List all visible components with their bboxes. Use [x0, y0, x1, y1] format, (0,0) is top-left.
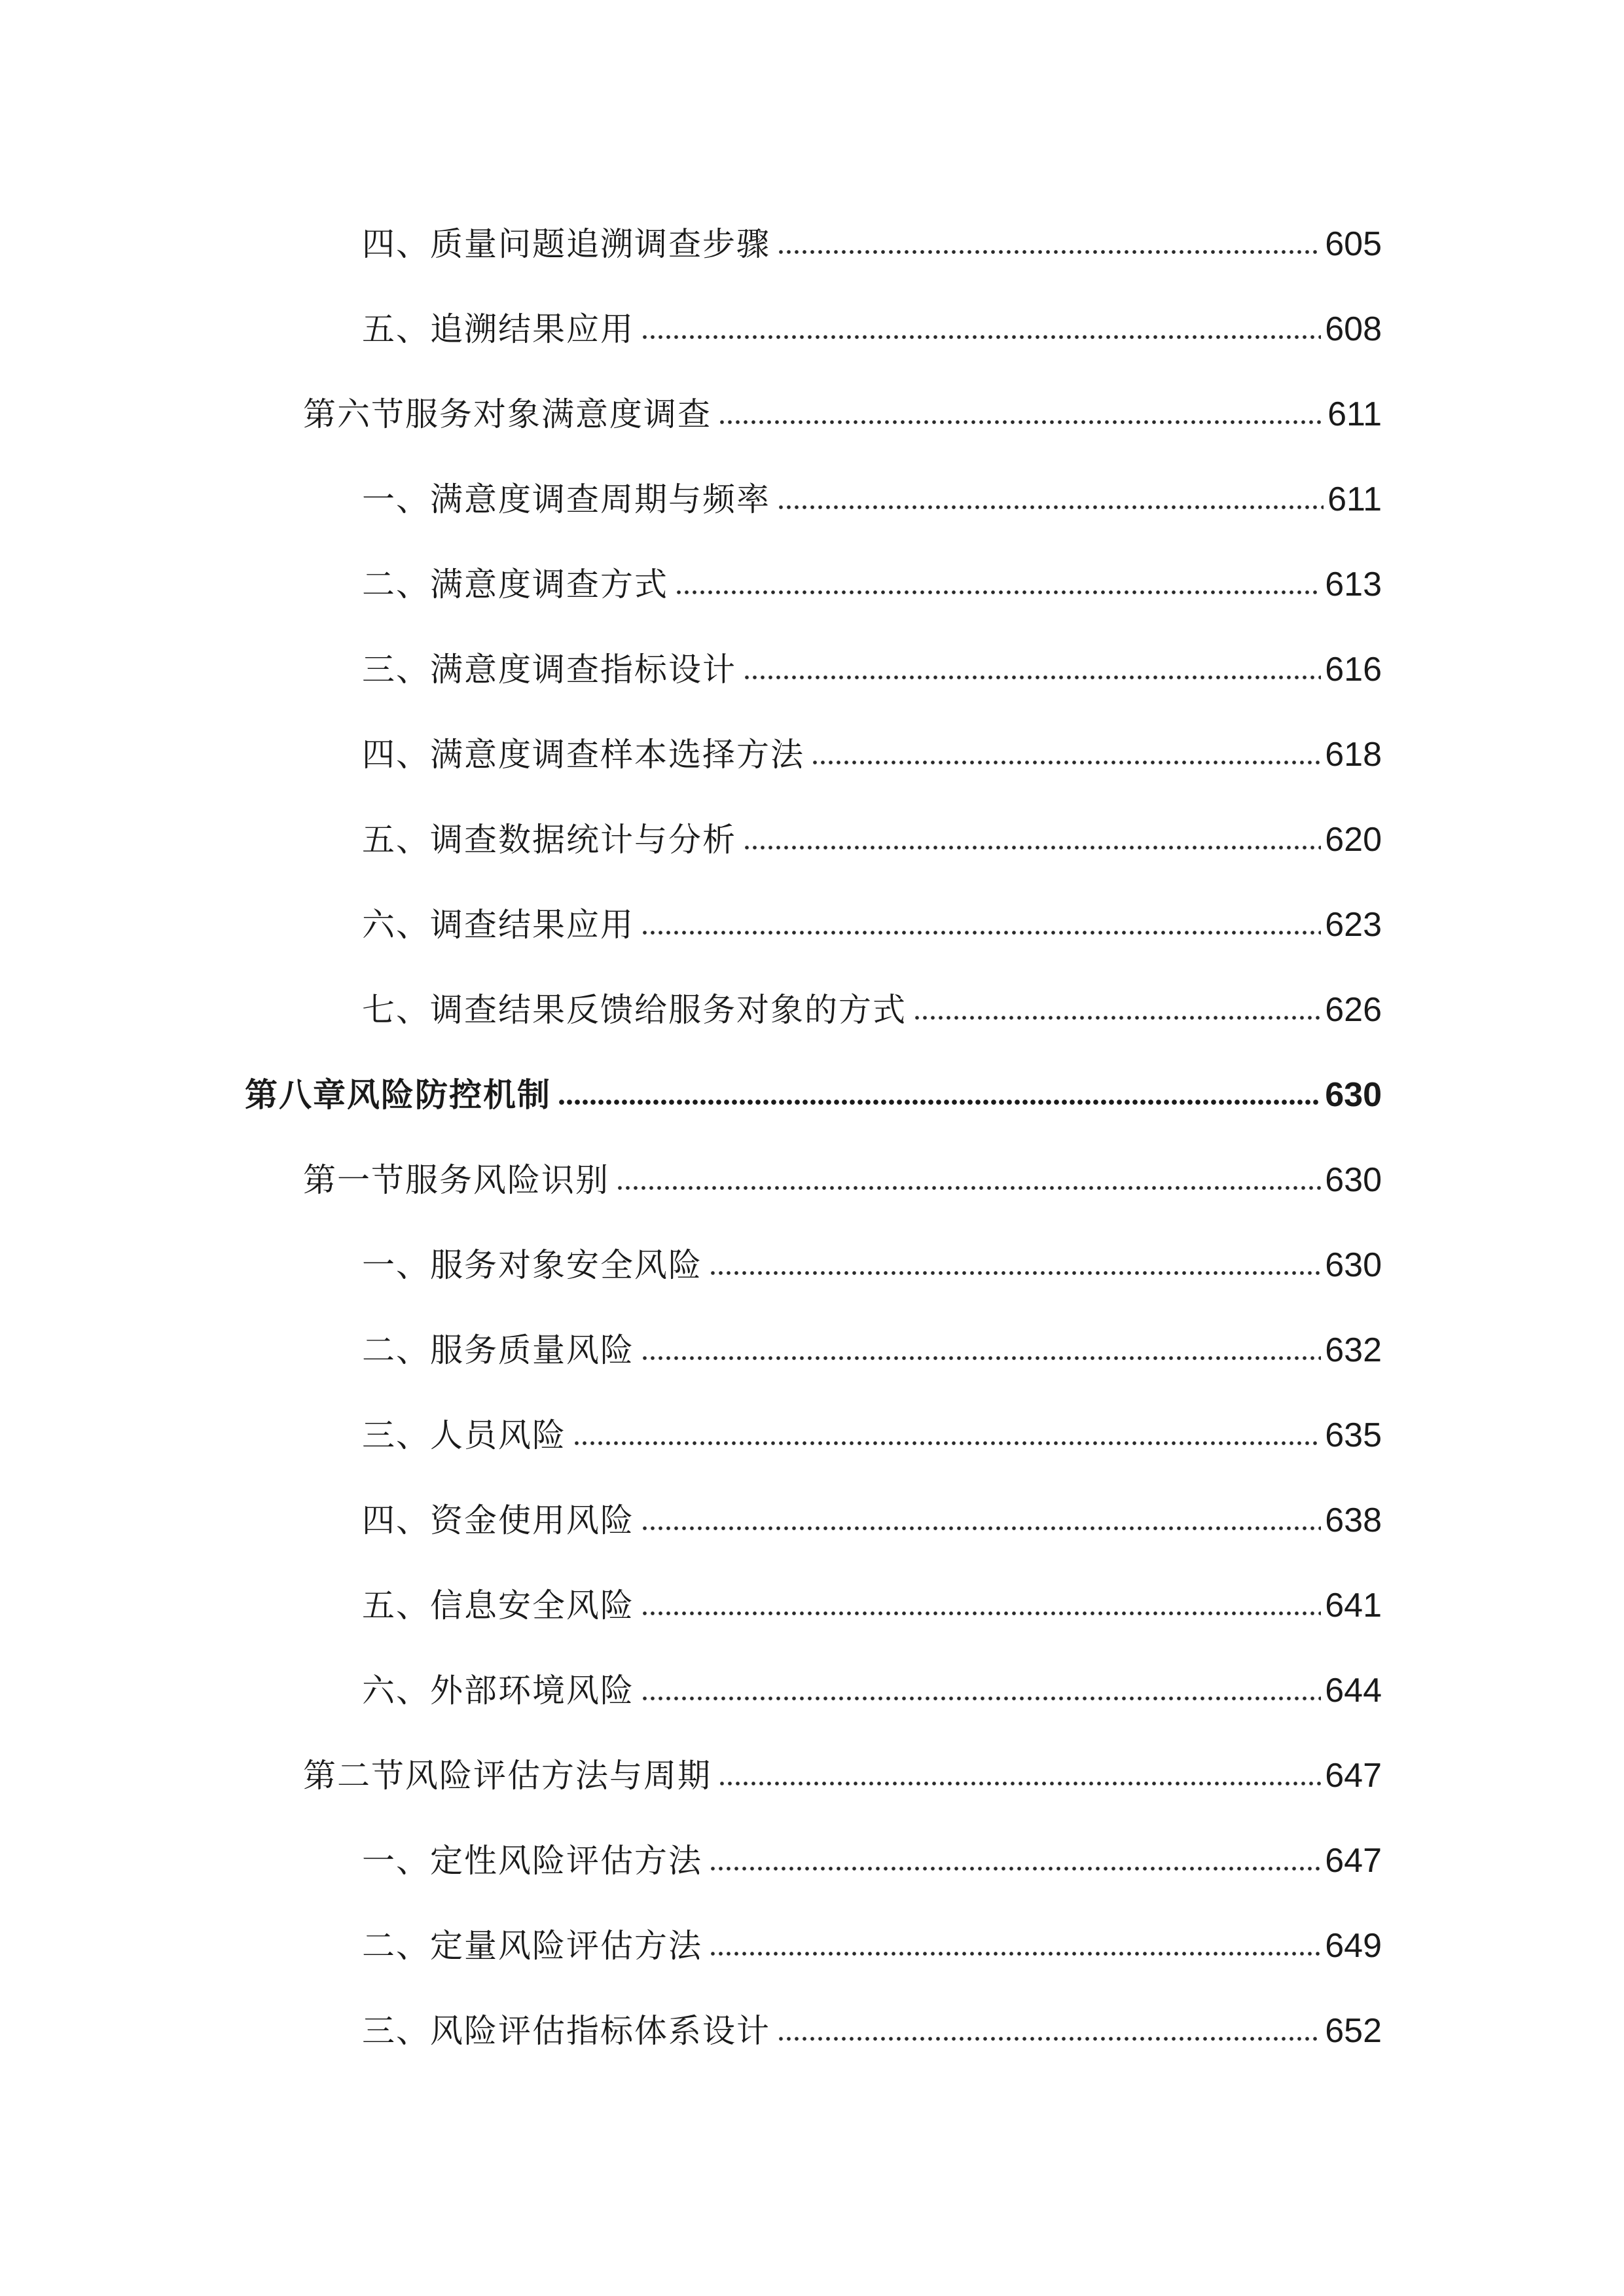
toc-entry[interactable]	[303, 1149, 1382, 1201]
toc-entry-title: 四、质量问题追溯调查步骤	[362, 225, 770, 263]
toc-entry-title: 七、调查结果反馈给服务对象的方式	[362, 991, 907, 1029]
toc-entry-page-number: 611	[1327, 480, 1382, 518]
dot-leader	[641, 1611, 1321, 1616]
toc-entry-page-number: 647	[1325, 1757, 1382, 1795]
toc-entry-page-number: 626	[1325, 991, 1382, 1029]
toc-entry[interactable]	[362, 1234, 1382, 1286]
dot-leader	[777, 2036, 1321, 2041]
toc-entry-title: 五、追溯结果应用	[362, 310, 634, 348]
toc-entry-page-number: 647	[1325, 1842, 1382, 1880]
toc-entry-title: 第二节风险评估方法与周期	[303, 1757, 712, 1795]
toc-entry[interactable]	[362, 1829, 1382, 1882]
toc-entry[interactable]	[362, 468, 1382, 520]
toc-entry-title: 五、调查数据统计与分析	[362, 821, 736, 859]
toc-entry[interactable]	[303, 1744, 1382, 1797]
dot-leader	[616, 1185, 1321, 1191]
toc-entry-page-number: 618	[1325, 736, 1382, 774]
toc-entry-page-number: 638	[1325, 1501, 1382, 1539]
dot-leader	[573, 1441, 1321, 1446]
toc-entry[interactable]	[362, 808, 1382, 861]
toc-entry-page-number: 608	[1325, 310, 1382, 348]
toc-entry[interactable]	[362, 723, 1382, 776]
toc-entry[interactable]	[362, 1319, 1382, 1371]
toc-entry-title: 四、满意度调查样本选择方法	[362, 736, 804, 774]
toc-chapter-entry[interactable]	[245, 1064, 1382, 1116]
dot-leader	[641, 334, 1321, 340]
dot-leader	[718, 1781, 1321, 1786]
toc-entry-page-number: 641	[1325, 1587, 1382, 1624]
toc-entry[interactable]	[362, 298, 1382, 350]
toc-entry-title: 一、定性风险评估方法	[362, 1842, 702, 1880]
toc-entry[interactable]	[362, 978, 1382, 1031]
dot-leader	[641, 1355, 1321, 1361]
toc-entry-page-number: 652	[1325, 2012, 1382, 2050]
dot-leader	[811, 760, 1321, 765]
toc-entry-page-number: 613	[1325, 565, 1382, 603]
dot-leader	[743, 845, 1321, 850]
toc-entry[interactable]	[362, 1404, 1382, 1456]
dot-leader	[718, 420, 1324, 425]
dot-leader	[743, 675, 1321, 680]
toc-entry-title: 第八章风险防控机制	[245, 1076, 551, 1114]
dot-leader	[641, 1526, 1321, 1531]
toc-entry-title: 一、满意度调查周期与频率	[362, 480, 770, 518]
toc-entry-page-number: 605	[1325, 225, 1382, 263]
toc-entry-title: 五、信息安全风险	[362, 1587, 634, 1624]
dot-leader	[709, 1951, 1321, 1956]
toc-entry-page-number: 635	[1325, 1416, 1382, 1454]
toc-entry-title: 六、外部环境风险	[362, 1672, 634, 1710]
dot-leader	[709, 1866, 1321, 1871]
toc-entry-title: 三、风险评估指标体系设计	[362, 2012, 770, 2050]
dot-leader	[641, 1696, 1321, 1701]
dot-leader	[709, 1270, 1321, 1276]
toc-entry-page-number: 649	[1325, 1927, 1382, 1965]
dot-leader	[777, 505, 1324, 510]
toc-entry[interactable]	[303, 383, 1382, 435]
toc-entry[interactable]	[362, 553, 1382, 605]
toc-entry-title: 第一节服务风险识别	[303, 1161, 609, 1199]
toc-entry-page-number: 630	[1325, 1246, 1382, 1284]
toc-entry-title: 第六节服务对象满意度调查	[303, 395, 712, 433]
toc-entry-page-number: 632	[1325, 1331, 1382, 1369]
toc-entry-title: 四、资金使用风险	[362, 1501, 634, 1539]
dot-leader	[777, 249, 1321, 255]
toc-entry-page-number: 616	[1325, 651, 1382, 689]
toc-entry-title: 二、定量风险评估方法	[362, 1927, 702, 1965]
toc-entry[interactable]	[362, 213, 1382, 265]
toc-entry[interactable]	[362, 1574, 1382, 1626]
toc-entry-page-number: 623	[1325, 906, 1382, 944]
toc-entry-page-number: 644	[1325, 1672, 1382, 1710]
toc-entry-title: 二、服务质量风险	[362, 1331, 634, 1369]
toc-entry[interactable]	[362, 1914, 1382, 1967]
toc-entry[interactable]	[362, 1489, 1382, 1541]
toc-entry-page-number: 630	[1325, 1076, 1382, 1114]
toc-entry[interactable]	[362, 2000, 1382, 2052]
dot-leader	[641, 930, 1321, 935]
toc-entry[interactable]	[362, 893, 1382, 946]
toc-entry-title: 三、满意度调查指标设计	[362, 651, 736, 689]
toc-entry-page-number: 620	[1325, 821, 1382, 859]
toc-entry-page-number: 630	[1325, 1161, 1382, 1199]
toc-entry[interactable]	[362, 1659, 1382, 1712]
toc-entry-page-number: 611	[1327, 395, 1382, 433]
dot-leader	[675, 590, 1321, 595]
toc-entry-title: 一、服务对象安全风险	[362, 1246, 702, 1284]
dot-leader	[558, 1099, 1321, 1105]
toc-entry-title: 二、满意度调查方式	[362, 565, 668, 603]
dot-leader	[913, 1015, 1321, 1020]
toc-entry[interactable]	[362, 638, 1382, 691]
toc-entry-title: 六、调查结果应用	[362, 906, 634, 944]
toc-entry-title: 三、人员风险	[362, 1416, 566, 1454]
